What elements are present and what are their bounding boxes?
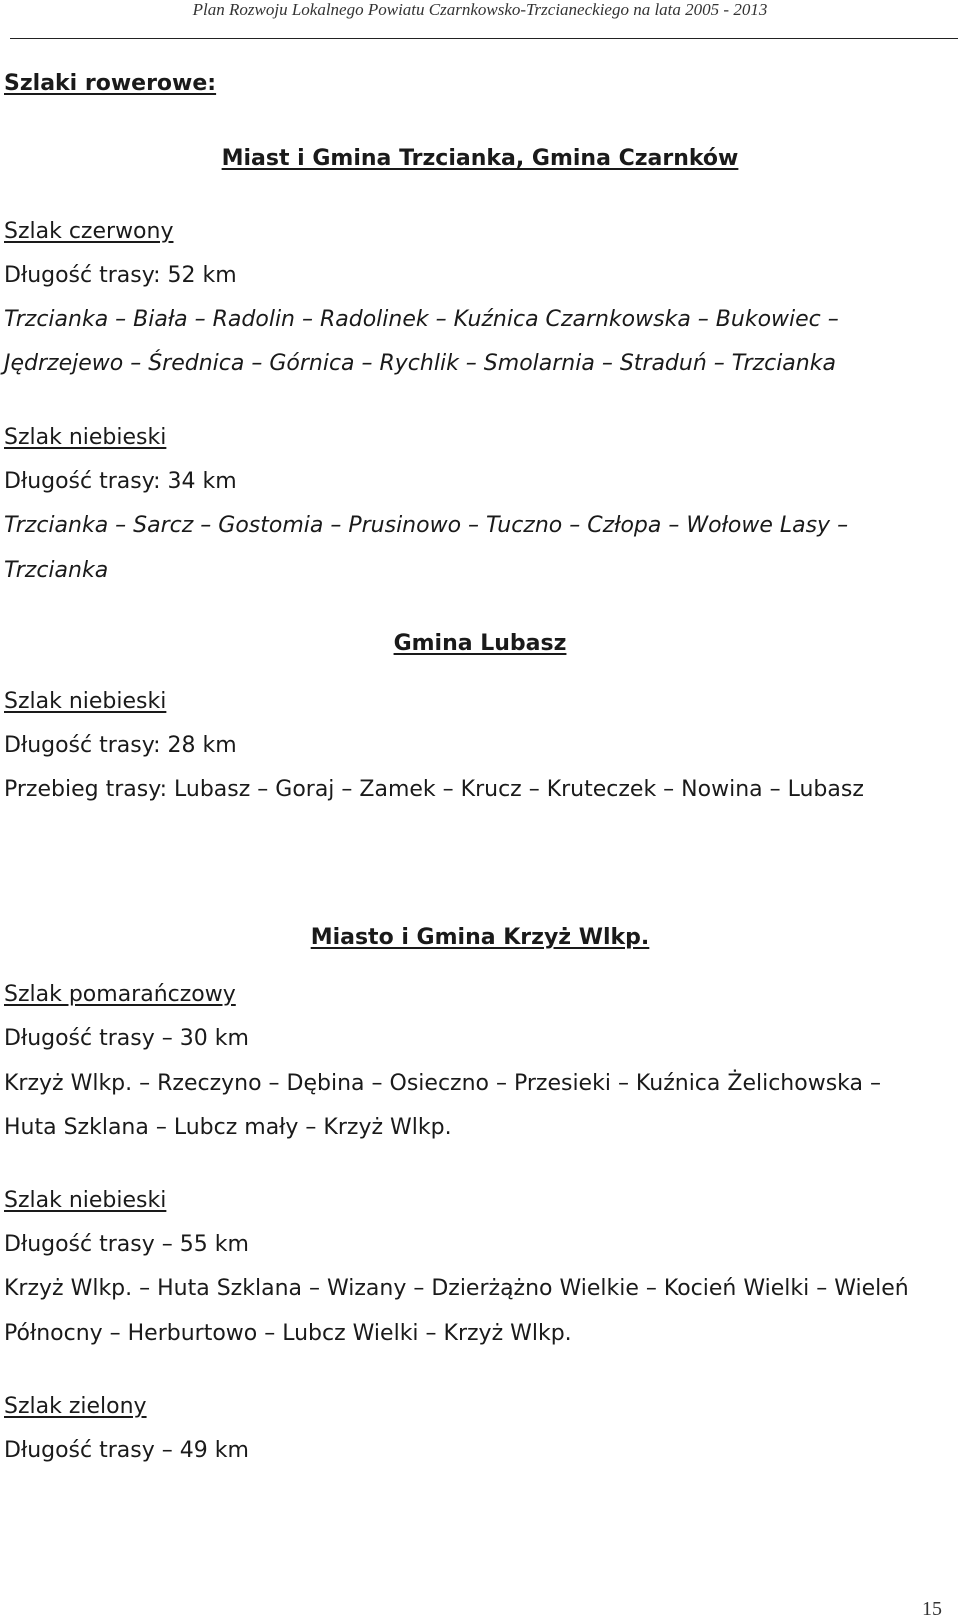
trail-route: Północny – Herburtowo – Lubcz Wielki – Krzyż Wlkp. <box>4 1321 572 1346</box>
trail-route: Krzyż Wlkp. – Huta Szklana – Wizany – Dzierżążno Wielkie – Kocień Wielki – Wieleń <box>4 1276 909 1301</box>
trail-name: Szlak pomarańczowy <box>4 982 236 1007</box>
trail-length: Długość trasy – 30 km <box>4 1026 249 1051</box>
section-heading: Gmina Lubasz <box>393 631 567 656</box>
page-number: 15 <box>922 1598 942 1620</box>
trail-route: Trzcianka – Biała – Radolin – Radolinek – Kuźnica Czarnkowska – Bukowiec – <box>4 307 839 332</box>
trail-length: Długość trasy – 49 km <box>4 1438 249 1463</box>
running-header: Plan Rozwoju Lokalnego Powiatu Czarnkowsko-Trzcianeckiego na lata 2005 - 2013 <box>192 0 768 19</box>
trail-length: Długość trasy: 28 km <box>4 733 237 758</box>
trail-name: Szlak niebieski <box>4 425 167 450</box>
trail-route: Trzcianka <box>4 558 109 583</box>
trail-route: Krzyż Wlkp. – Rzeczyno – Dębina – Osieczno – Przesieki – Kuźnica Żelichowska – <box>4 1071 881 1096</box>
section-heading: Miast i Gmina Trzcianka, Gmina Czarnków <box>221 146 739 171</box>
main-heading: Szlaki rowerowe: <box>4 71 217 96</box>
trail-route: Trzcianka – Sarcz – Gostomia – Prusinowo – Tuczno – Człopa – Wołowe Lasy – <box>4 513 849 538</box>
trail-length: Długość trasy – 55 km <box>4 1232 249 1257</box>
header-rule <box>10 38 958 39</box>
trail-name: Szlak zielony <box>4 1394 147 1419</box>
trail-name: Szlak czerwony <box>4 219 174 244</box>
trail-length: Długość trasy: 34 km <box>4 469 237 494</box>
trail-name: Szlak niebieski <box>4 689 167 714</box>
trail-route: Jędrzejewo – Średnica – Górnica – Rychlik – Smolarnia – Straduń – Trzcianka <box>4 351 836 376</box>
section-heading: Miasto i Gmina Krzyż Wlkp. <box>310 925 650 950</box>
trail-route: Huta Szklana – Lubcz mały – Krzyż Wlkp. <box>4 1115 452 1140</box>
trail-route: Przebieg trasy: Lubasz – Goraj – Zamek – Krucz – Kruteczek – Nowina – Lubasz <box>4 777 864 802</box>
trail-length: Długość trasy: 52 km <box>4 263 237 288</box>
trail-name: Szlak niebieski <box>4 1188 167 1213</box>
